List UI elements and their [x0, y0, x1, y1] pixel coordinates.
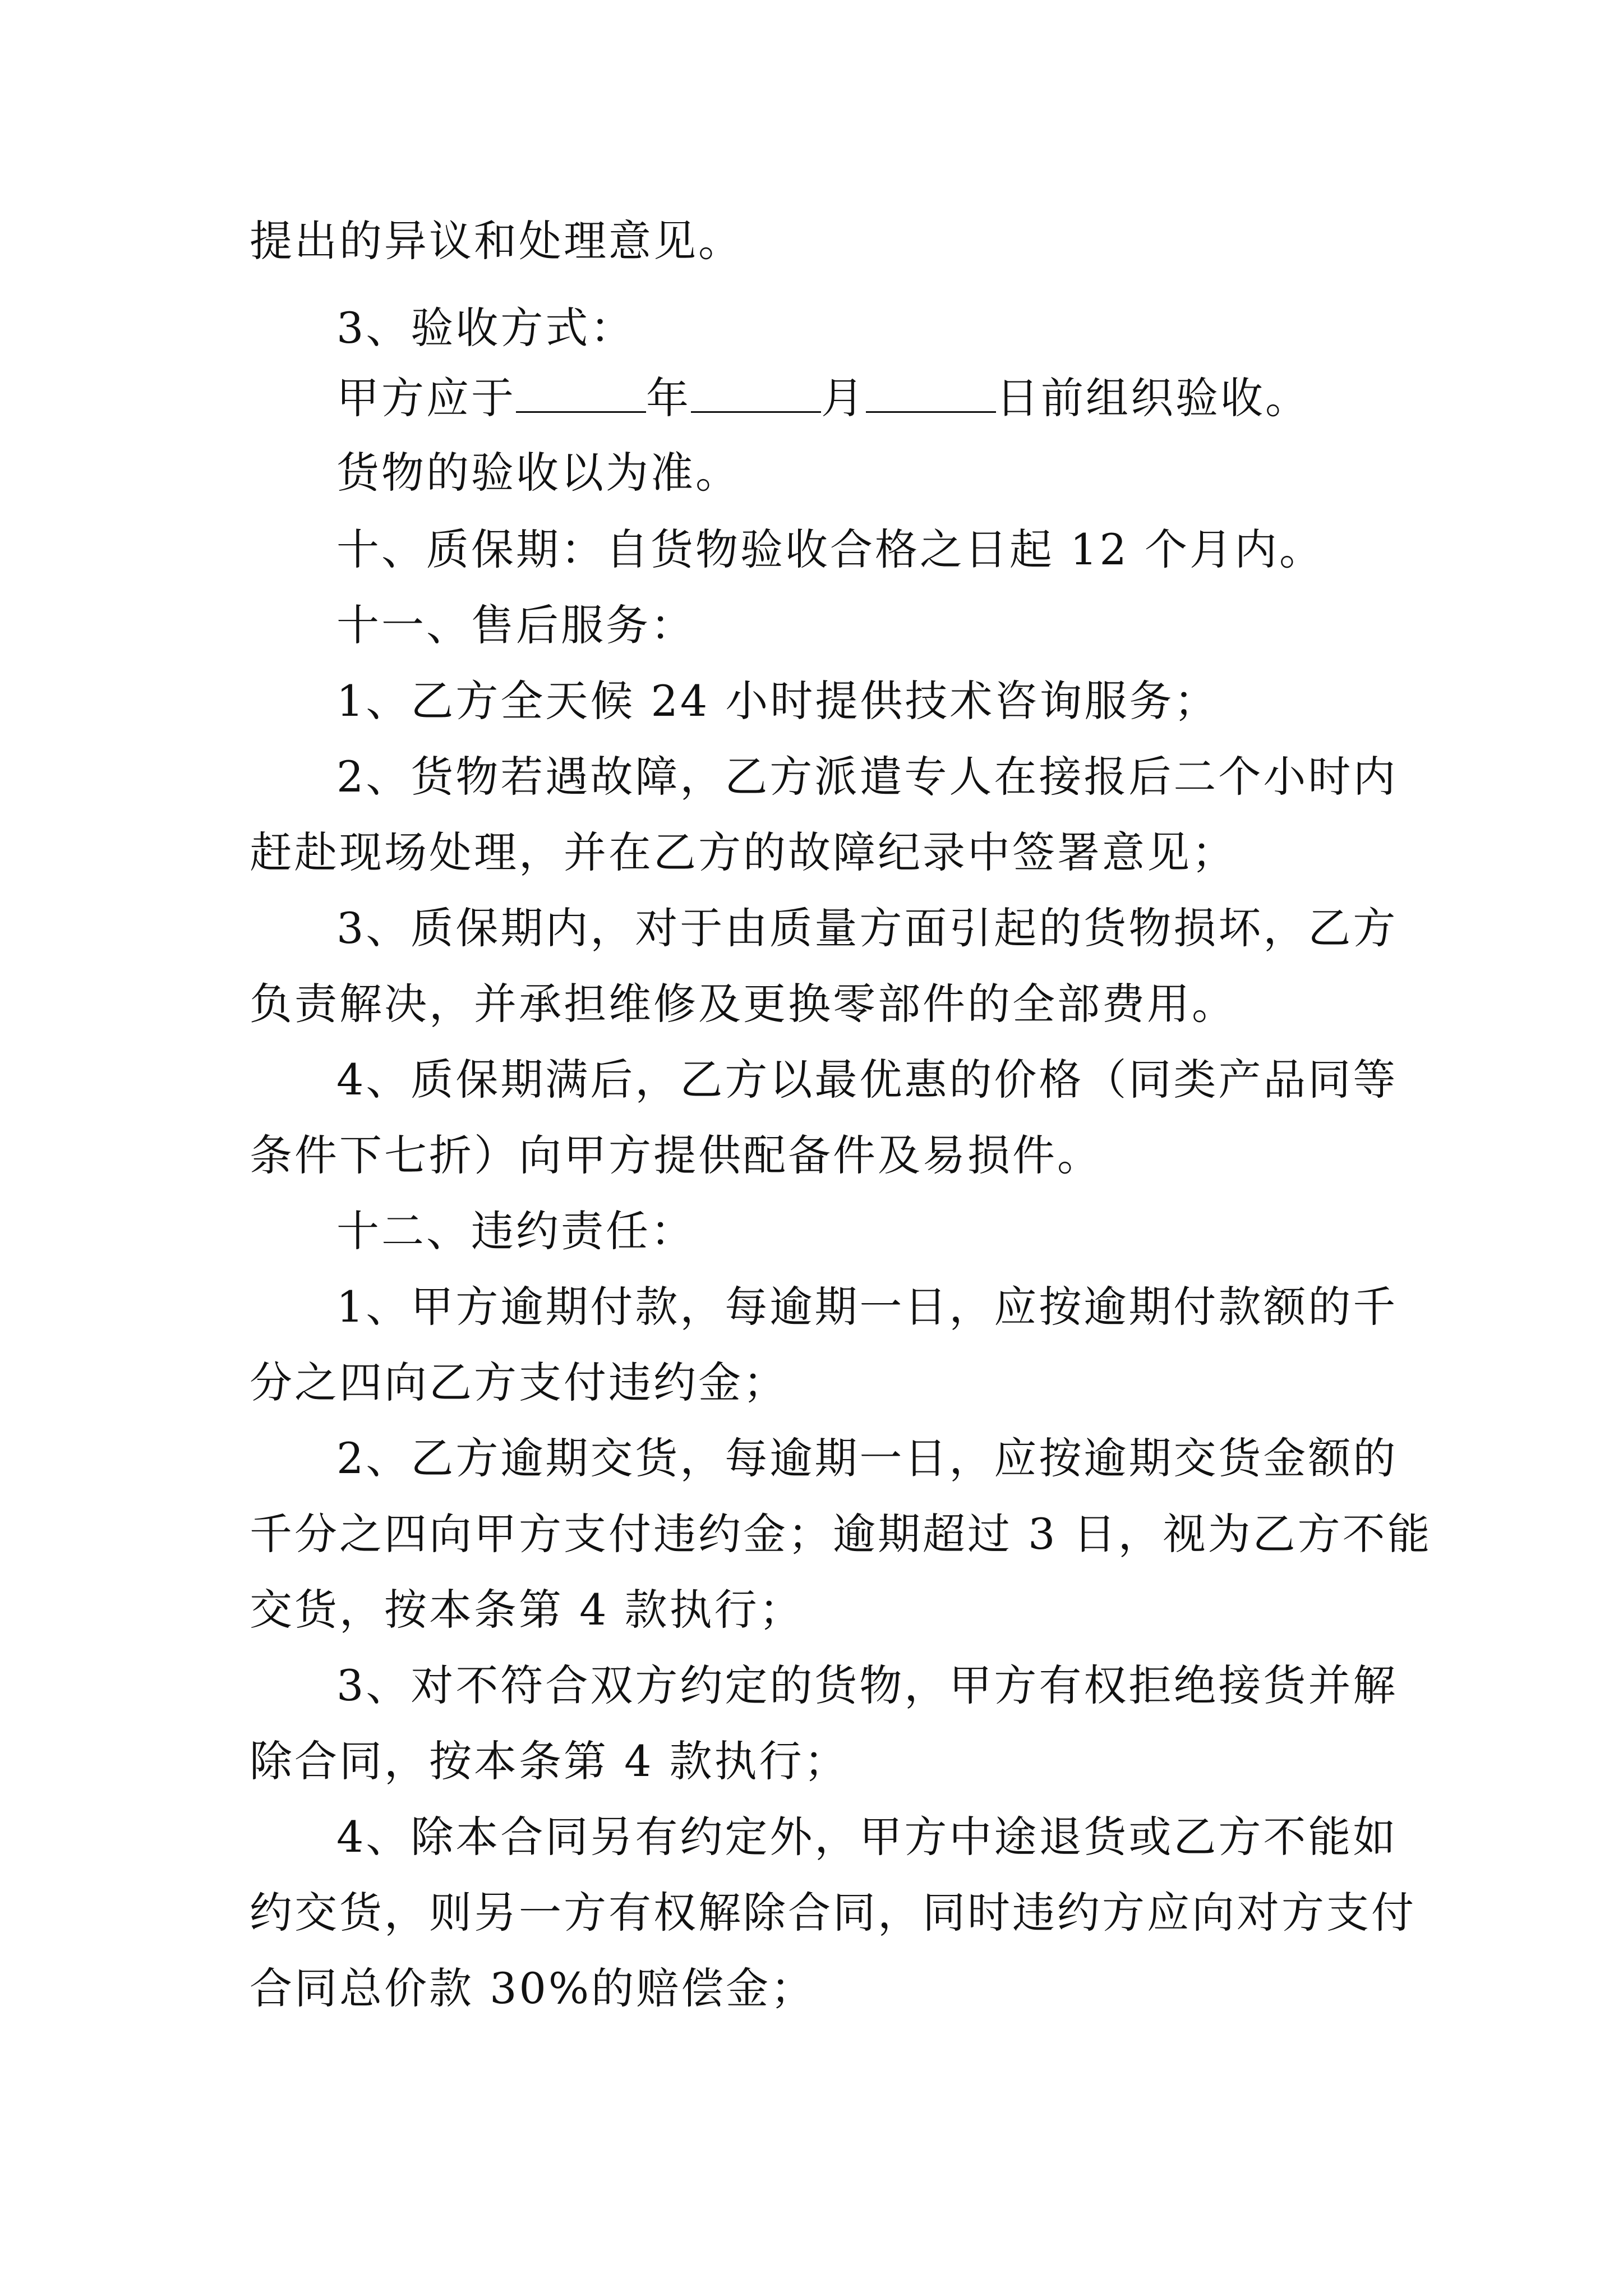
year-label: 年	[646, 373, 691, 423]
day-blank	[866, 376, 996, 413]
section-heading: 十二、违约责任：	[336, 1206, 695, 1256]
acceptance-date-suffix: 日前组织验收。	[996, 373, 1310, 423]
section-heading: 十一、售后服务：	[336, 600, 695, 650]
list-item: 3、质保期内，对于由质量方面引起的货物损坏，乙方	[336, 903, 1398, 953]
list-item: 4、质保期满后，乙方以最优惠的价格（同类产品同等	[336, 1055, 1398, 1105]
list-item-continuation: 分之四向乙方支付违约金；	[250, 1358, 788, 1407]
list-item-continuation: 赶赴现场处理，并在乙方的故障纪录中签署意见；	[250, 827, 1237, 877]
list-item: 2、乙方逾期交货，每逾期一日，应按逾期交货金额的	[336, 1433, 1398, 1483]
month-blank	[691, 376, 821, 413]
list-item: 2、货物若遇故障，乙方派遣专人在接报后二个小时内	[336, 752, 1398, 802]
paragraph-line: 提出的异议和处理意见。	[250, 216, 743, 266]
acceptance-date-line	[336, 370, 1391, 426]
section-heading: 十、质保期：自货物验收合格之日起 12 个月内。	[336, 524, 1325, 574]
list-item-continuation: 合同总价款 30%的赔偿金；	[250, 1963, 816, 2013]
list-item-continuation: 负责解决，并承担维修及更换零部件的全部费用。	[250, 979, 1237, 1029]
list-item-continuation: 除合同，按本条第 4 款执行；	[250, 1736, 849, 1786]
year-blank	[516, 376, 646, 413]
list-item-continuation: 条件下七折）向甲方提供配备件及易损件。	[250, 1130, 1102, 1180]
list-item: 4、除本合同另有约定外，甲方中途退货或乙方不能如	[336, 1812, 1398, 1862]
section-subheading: 3、验收方式：	[336, 303, 635, 353]
list-item-continuation: 千分之四向甲方支付违约金；逾期超过 3 日，视为乙方不能	[250, 1509, 1432, 1559]
list-item-continuation: 交货，按本条第 4 款执行；	[250, 1585, 804, 1635]
list-item: 1、甲方逾期付款，每逾期一日，应按逾期付款额的千	[336, 1282, 1398, 1332]
list-item: 1、乙方全天候 24 小时提供技术咨询服务；	[336, 676, 1219, 726]
list-item: 3、对不符合双方约定的货物，甲方有权拒绝接货并解	[336, 1660, 1398, 1710]
paragraph-line: 货物的验收以为准。	[336, 448, 740, 498]
list-item-continuation: 约交货，则另一方有权解除合同，同时违约方应向对方支付	[250, 1888, 1416, 1938]
acceptance-date-prefix: 甲方应于	[336, 373, 516, 423]
month-label: 月	[821, 373, 866, 423]
